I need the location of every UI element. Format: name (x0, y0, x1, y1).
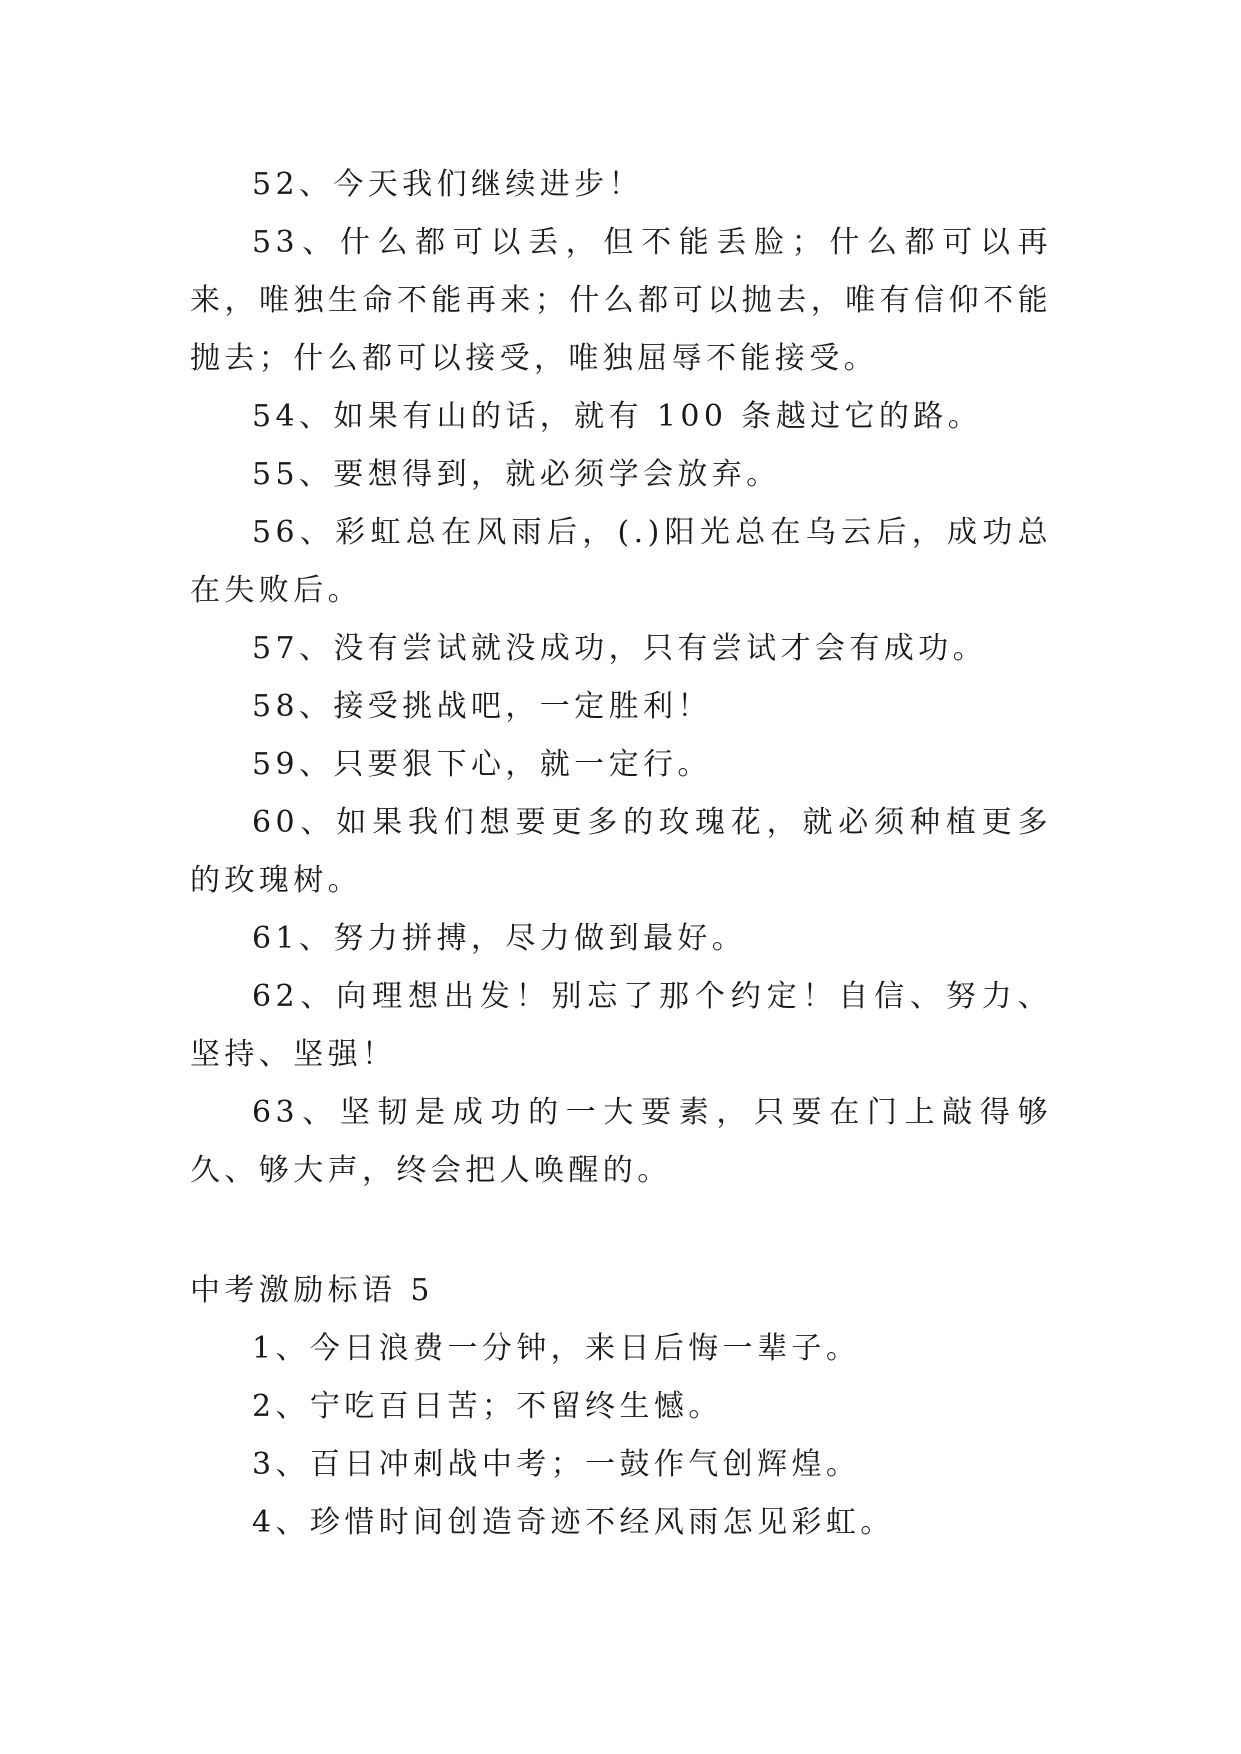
slogan-item-4: 4、珍惜时间创造奇迹不经风雨怎见彩虹。 (252, 1505, 895, 1540)
slogan-item-59: 59、只要狠下心，就一定行。 (252, 747, 712, 782)
slogan-list-part2 (190, 1320, 1052, 1552)
slogan-item-62: 62、向理想出发！别忘了那个约定！自信、努力、坚持、坚强！ (190, 979, 1052, 1072)
document-page (190, 156, 1052, 1552)
slogan-item-55: 55、要想得到，就必须学会放弃。 (252, 457, 781, 492)
slogan-item-56: 56、彩虹总在风雨后，(.)阳光总在乌云后，成功总在失败后。 (190, 515, 1052, 608)
slogan-item-58: 58、接受挑战吧，一定胜利！ (252, 689, 712, 724)
slogan-item-61: 61、努力拼搏，尽力做到最好。 (252, 921, 747, 956)
slogan-item-1: 1、今日浪费一分钟，来日后悔一辈子。 (252, 1331, 861, 1366)
slogan-list-part1 (190, 156, 1052, 1200)
slogan-item-2: 2、宁吃百日苦；不留终生憾。 (252, 1389, 723, 1424)
slogan-item-54: 54、如果有山的话，就有 100 条越过它的路。 (252, 399, 983, 434)
slogan-item-3: 3、百日冲刺战中考；一鼓作气创辉煌。 (252, 1447, 861, 1482)
slogan-item-52: 52、今天我们继续进步！ (252, 167, 643, 202)
slogan-item-63: 63、坚韧是成功的一大要素，只要在门上敲得够久、够大声，终会把人唤醒的。 (190, 1095, 1052, 1188)
section-heading: 中考激励标语 5 (190, 1273, 434, 1308)
slogan-item-60: 60、如果我们想要更多的玫瑰花，就必须种植更多的玫瑰树。 (190, 805, 1052, 898)
slogan-item-53: 53、什么都可以丢，但不能丢脸；什么都可以再来，唯独生命不能再来；什么都可以抛去，唯有信仰不能抛去；什么都可以接受，唯独屈辱不能接受。 (190, 225, 1052, 376)
slogan-item-57: 57、没有尝试就没成功，只有尝试才会有成功。 (252, 631, 987, 666)
